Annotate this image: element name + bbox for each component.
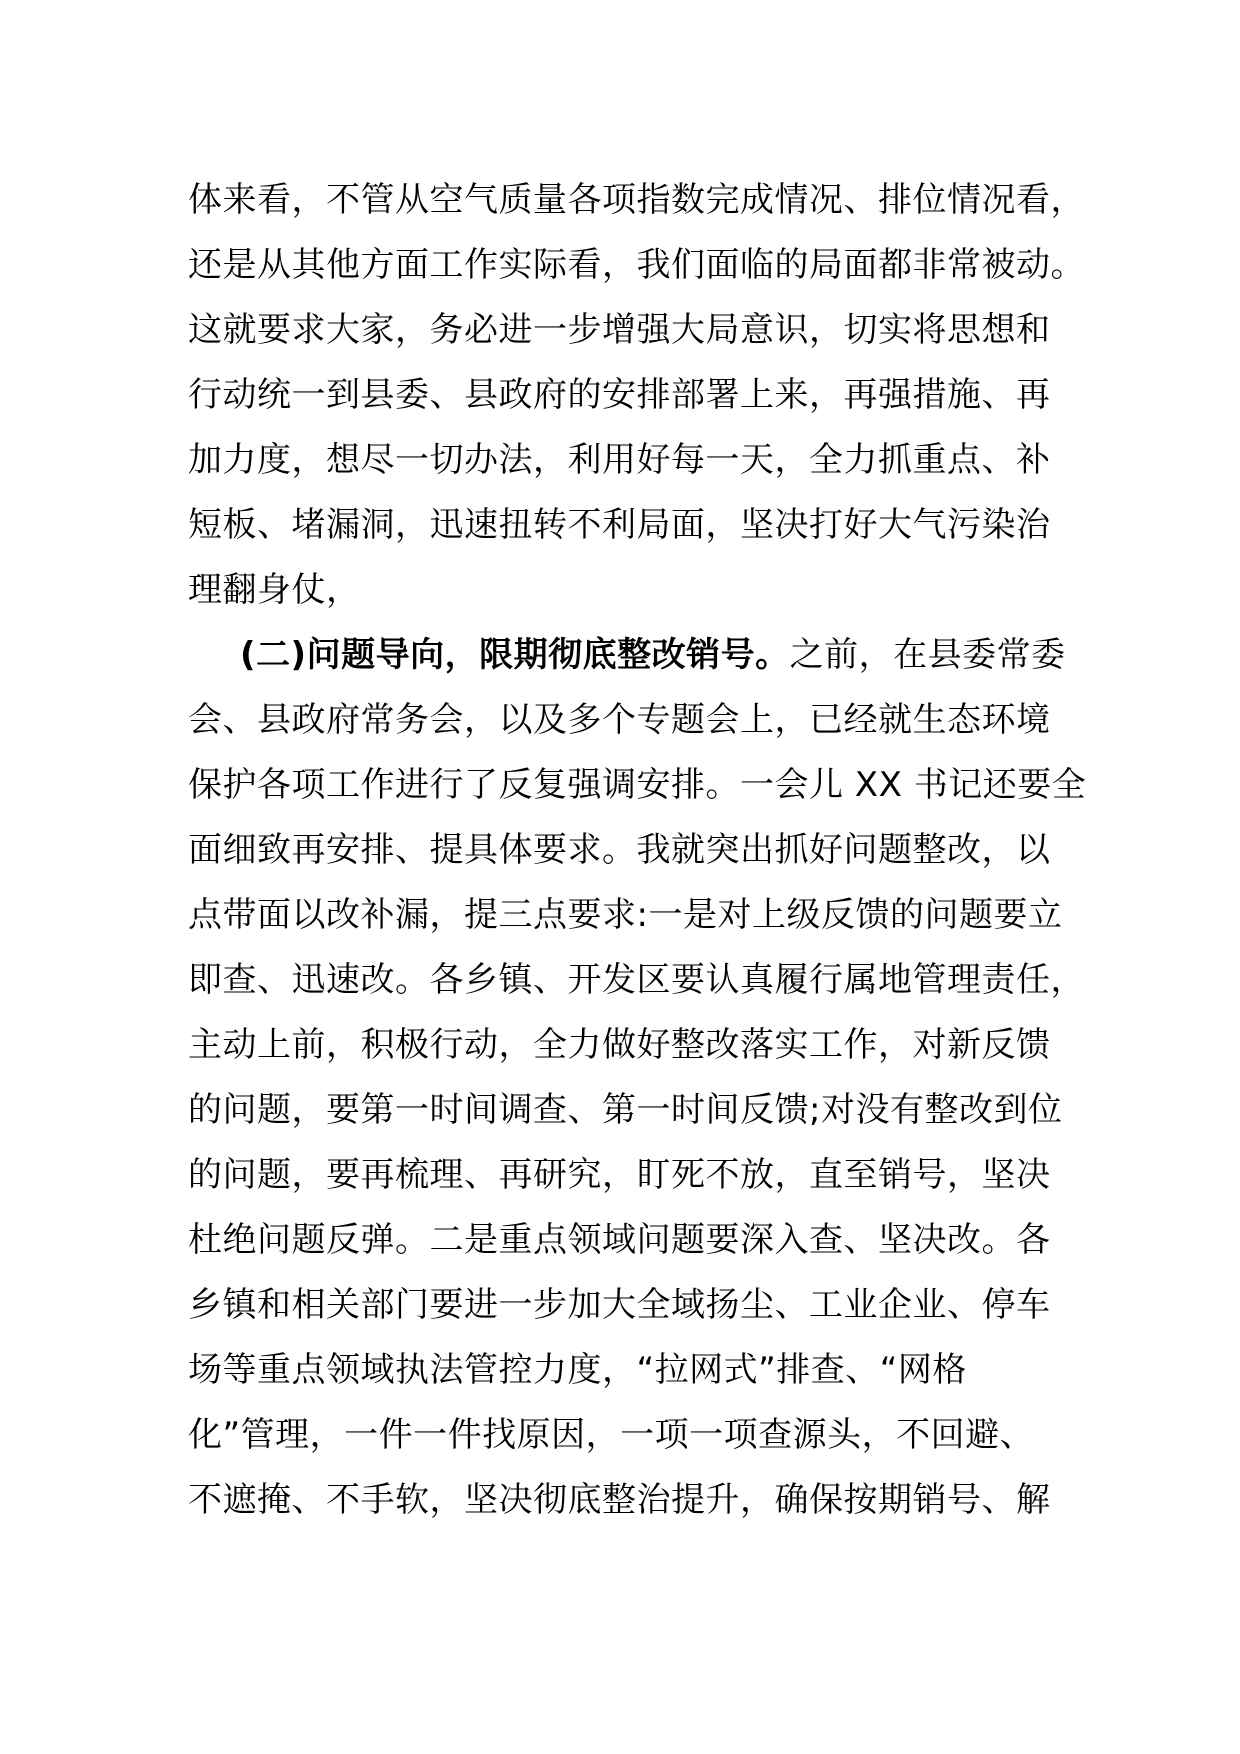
paragraph-1-line: 行动统一到县委、县政府的安排部署上来，再强措施、再 [188, 375, 1051, 415]
paragraph-2-line: 主动上前，积极行动，全力做好整改落实工作，对新反馈 [188, 1025, 1051, 1065]
paragraph-2-line: 保护各项工作进行了反复强调安排。一会儿 XX 书记还要全 [188, 765, 1087, 805]
paragraph-2-line: 面细致再安排、提具体要求。我就突出抓好问题整改，以 [188, 830, 1051, 870]
paragraph-2-line: 杜绝问题反弹。二是重点领域问题要深入查、坚决改。各 [188, 1220, 1051, 1260]
paragraph-1-line: 短板、堵漏洞，迅速扭转不利局面，坚决打好大气污染治 [188, 505, 1051, 545]
paragraph-2-line: 会、县政府常务会，以及多个专题会上，已经就生态环境 [188, 700, 1051, 740]
paragraph-2-line: 化”管理，一件一件找原因，一项一项查源头，不回避、 [188, 1415, 1035, 1455]
paragraph-2-line: 点带面以改补漏，提三点要求:一是对上级反馈的问题要立 [188, 895, 1063, 935]
section-heading: (二)问题导向，限期彻底整改销号。 [240, 635, 790, 675]
paragraph-1-line: 加力度，想尽一切办法，利用好每一天，全力抓重点、补 [188, 440, 1051, 480]
paragraph-2-line: 即查、迅速改。各乡镇、开发区要认真履行属地管理责任， [188, 960, 1085, 1000]
paragraph-2-first-line [188, 623, 1068, 688]
paragraph-2-line: 的问题，要第一时间调查、第一时间反馈;对没有整改到位 [188, 1090, 1063, 1130]
paragraph-1-line: 体来看，不管从空气质量各项指数完成情况、排位情况看， [188, 180, 1085, 220]
paragraph-2-line: 的问题，要再梳理、再研究，盯死不放，直至销号，坚决 [188, 1155, 1051, 1195]
document-body [188, 168, 1087, 1533]
paragraph-2 [188, 623, 1087, 1533]
paragraph-1-line: 这就要求大家，务必进一步增强大局意识，切实将思想和 [188, 310, 1051, 350]
paragraph-2-line: 不遮掩、不手软，坚决彻底整治提升，确保按期销号、解 [188, 1480, 1051, 1520]
paragraph-2-line: 场等重点领域执法管控力度，“拉网式”排查、“网格 [188, 1350, 967, 1390]
paragraph-2-first-line-text: 之前，在县委常委 [789, 635, 1066, 675]
paragraph-1-line: 还是从其他方面工作实际看，我们面临的局面都非常被动。 [188, 245, 1085, 285]
paragraph-1-line: 理翻身仗， [188, 570, 361, 610]
paragraph-1 [188, 168, 1085, 623]
paragraph-2-line: 乡镇和相关部门要进一步加大全域扬尘、工业企业、停车 [188, 1285, 1051, 1325]
